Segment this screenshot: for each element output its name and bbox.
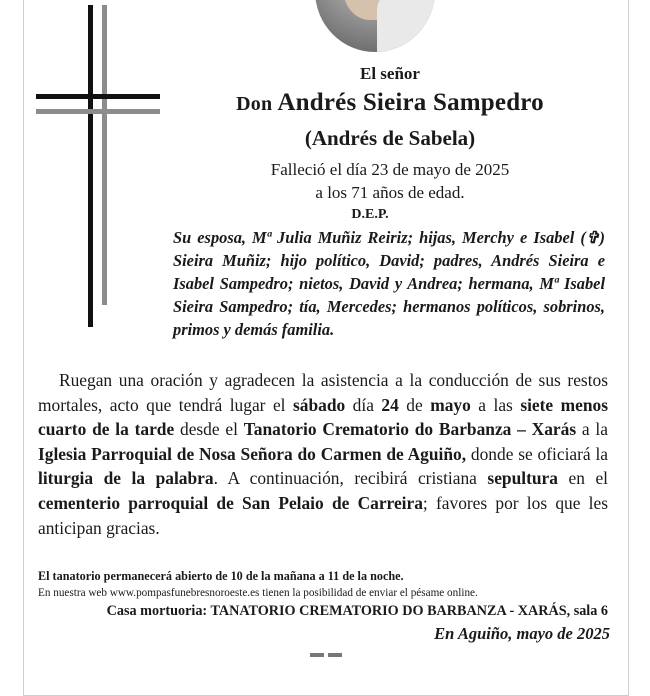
title-line: El señor bbox=[360, 64, 420, 83]
age-line: a los 71 años de edad. bbox=[315, 183, 465, 202]
photo-shirt bbox=[377, 0, 435, 52]
tanatorio-hours: El tanatorio permanecerá abierto de 10 de la mañana a 11 de la noche. bbox=[38, 569, 404, 583]
web-note: En nuestra web www.pompasfunebresnoroeste.es tienen la posibilidad de enviar el pésame online. bbox=[38, 587, 478, 599]
deceased-name bbox=[180, 89, 600, 117]
deceased-alias: (Andrés de Sabela) bbox=[304, 126, 476, 150]
ceremony-paragraph: Ruegan una oración y agradecen la asistencia a la conducción de sus restos mortales, acto que tendrá lugar el sábado día 24 de mayo a las siete menos cuarto de la tarde desde el Tanatorio Crematorio do Barbanza – Xarás a la Iglesia Parroquial de Nosa Señora do Carmen de Aguiño, donde se oficiará la liturgia de la palabra. A continuación, recibirá cristiana sepultura en el cementerio parroquial de San Pelaio de Carreira; favores por los que les anticipan gracias. bbox=[38, 370, 609, 538]
web-link[interactable]: www.pompasfunebresnoroeste.es bbox=[109, 587, 260, 599]
name-text: Andrés Sieira Sampedro bbox=[277, 89, 544, 116]
death-date: Falleció el día 23 de mayo de 2025 bbox=[270, 160, 510, 179]
place-date: En Aguiño, mayo de 2025 bbox=[434, 624, 610, 643]
bottom-decoration bbox=[310, 644, 360, 654]
family-list: Su esposa, Mª Julia Muñiz Reiriz; hijas, Merchy e Isabel (✞) Sieira Muñiz; hijo político, David; padres, Andrés Sieira e Isabel Sampedro; nietos, David y Andrea; hermana, Mª Isabel Sieira Sampedro; tía, Mercedes; hermanos políticos, sobrinos, primos y demás familia. bbox=[173, 228, 605, 339]
name-prefix: Don bbox=[236, 93, 273, 115]
casa-mortuoria: Casa mortuoria: TANATORIO CREMATORIO DO BARBANZA - XARÁS, sala 6 bbox=[106, 603, 608, 619]
dep-label: D.E.P. bbox=[351, 207, 389, 222]
